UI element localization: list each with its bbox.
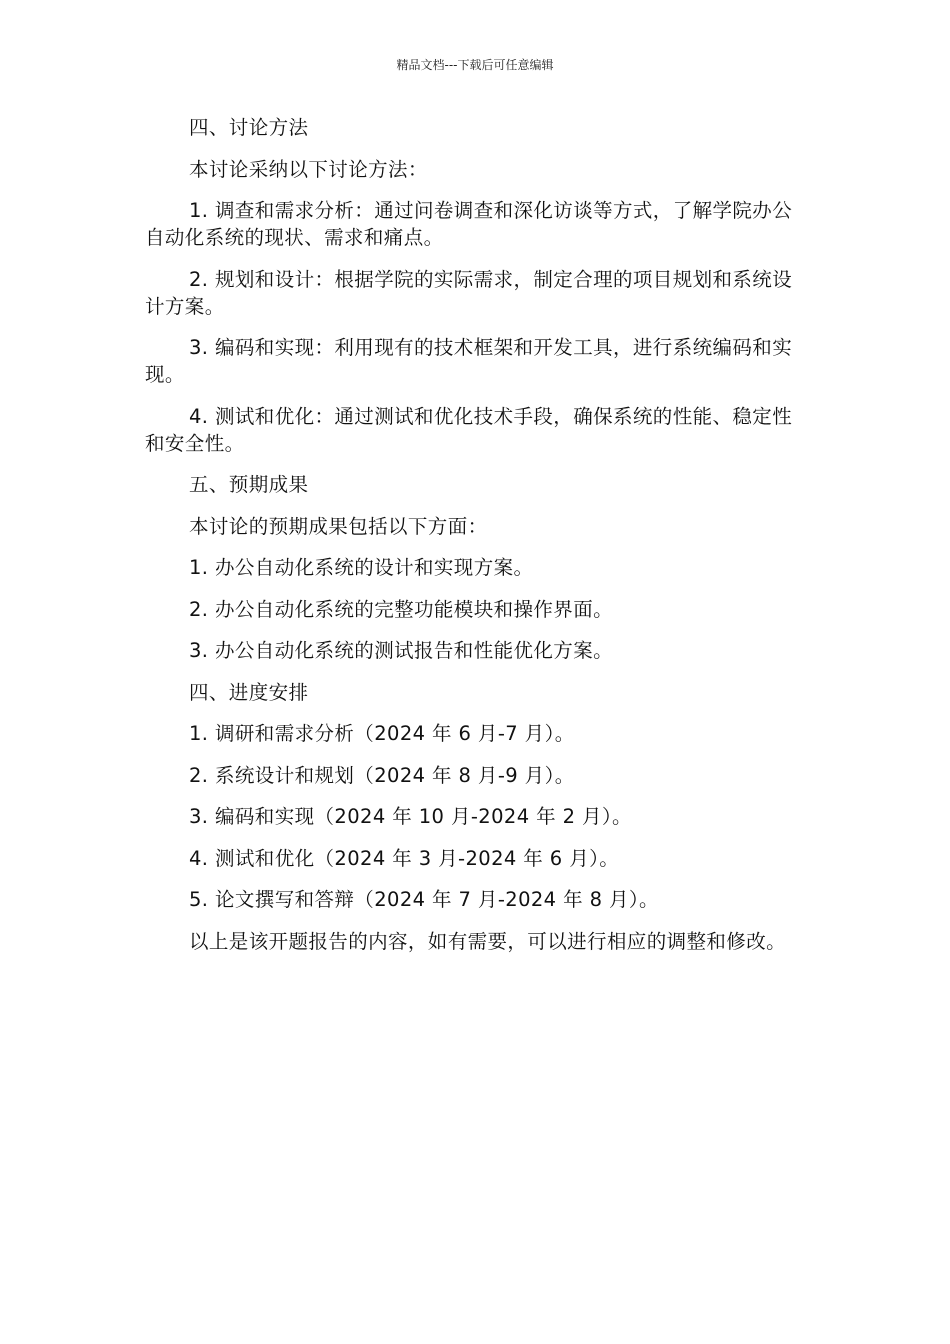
outcomes-intro: 本讨论的预期成果包括以下方面：	[189, 514, 488, 538]
schedule-item-4: 4. 测试和优化（2024 年 3 月-2024 年 6 月）。	[189, 846, 620, 870]
methods-intro: 本讨论采纳以下讨论方法：	[189, 157, 428, 181]
schedule-item-3: 3. 编码和实现（2024 年 10 月-2024 年 2 月）。	[189, 805, 632, 828]
outcome-item-2: 2. 办公自动化系统的完整功能模块和操作界面。	[189, 597, 614, 621]
schedule-item-1: 1. 调研和需求分析（2024 年 6 月-7 月）。	[189, 722, 575, 745]
outcome-item-3: 3. 办公自动化系统的测试报告和性能优化方案。	[189, 639, 614, 662]
schedule-item-2: 2. 系统设计和规划（2024 年 8 月-9 月）。	[189, 763, 575, 787]
section-heading-methods: 四、讨论方法	[189, 116, 309, 139]
section-heading-schedule: 四、进度安排	[189, 680, 309, 704]
closing-paragraph: 以上是该开题报告的内容，如有需要，可以进行相应的调整和修改。	[189, 929, 787, 953]
method-item-4: 4. 测试和优化：通过测试和优化技术手段，确保系统的性能、稳定性和安全性。	[145, 404, 793, 455]
outcome-item-1: 1. 办公自动化系统的设计和实现方案。	[189, 556, 534, 579]
document-body	[145, 114, 805, 969]
method-item-3: 3. 编码和实现：利用现有的技术框架和开发工具，进行系统编码和实现。	[145, 336, 793, 386]
section-heading-outcomes: 五、预期成果	[189, 473, 309, 496]
method-item-2: 2. 规划和设计：根据学院的实际需求，制定合理的项目规划和系统设计方案。	[145, 267, 793, 318]
page-header: 精品文档---下载后可任意编辑	[396, 58, 554, 72]
method-item-1: 1. 调查和需求分析：通过问卷调查和深化访谈等方式，了解学院办公自动化系统的现状、需求和痛点。	[145, 199, 793, 249]
schedule-item-5: 5. 论文撰写和答辩（2024 年 7 月-2024 年 8 月）。	[189, 888, 659, 911]
